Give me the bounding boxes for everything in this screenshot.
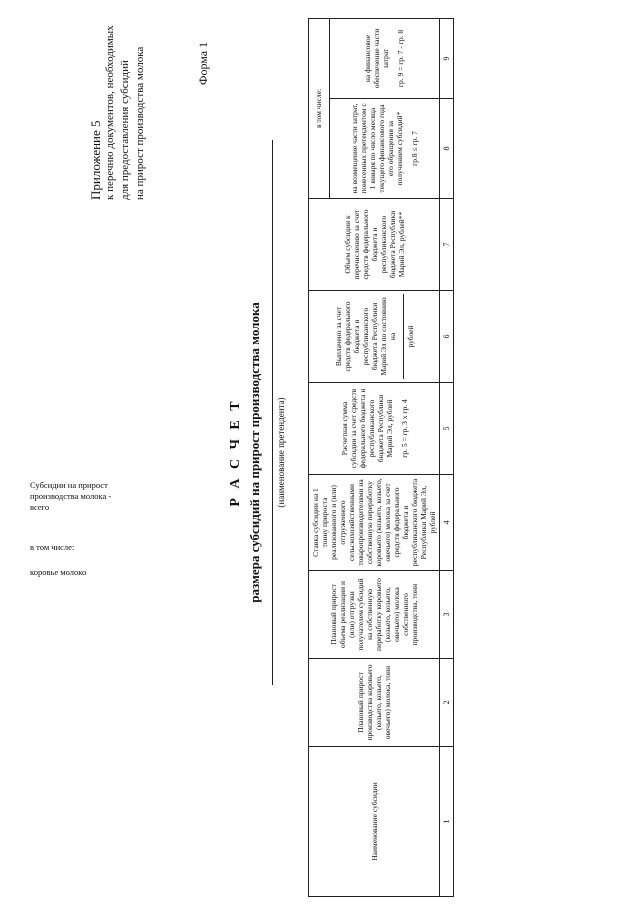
header-including: в том числе: (309, 19, 330, 199)
header-reimbursement (329, 99, 439, 199)
header-subsidy-name: Наименование субсидии (309, 747, 440, 897)
header-calculated-sum-text: Расчетная сумма субсидии за счет средств федерального бюджета и республиканского бюджета Республики Марий Эл, рублей (339, 388, 394, 469)
header-subsidy-rate: Ставка субсидии на 1 тонну прироста реализованного и (или) отгруженного сельскохозяйственными товаропроизводителями на собственную переработку коровьего (козьего, козьего, овечьего) молока за счет средств федерального бюджета и республиканского бюджета Республики Марий Эл, рублей (309, 475, 440, 571)
form-label: Форма 1 (196, 41, 210, 85)
column-number: 7 (440, 199, 454, 291)
applicant-caption: (наименование претендента) (276, 397, 286, 508)
column-number: 4 (440, 475, 454, 571)
table-header-row (309, 19, 330, 897)
column-numbers-row (440, 19, 454, 897)
header-calculated-sum-formula: гр. 5 = гр. 3 х гр. 4 (399, 399, 409, 458)
appendix-line-4: на прирост производства молока (134, 46, 146, 200)
appendix-header (88, 0, 148, 200)
applicant-name-line (272, 140, 273, 685)
column-number: 1 (440, 747, 454, 897)
column-number: 9 (440, 19, 454, 99)
header-paid-text: Выплачено за счет средств федерального бюджета и республиканского бюджета Республики Марий Эл по состоянию на (333, 297, 397, 376)
column-number: 6 (440, 291, 454, 383)
header-paid-unit: рублей (403, 294, 415, 379)
header-calculated-sum (309, 383, 440, 475)
column-number: 5 (440, 383, 454, 475)
row-label-including: в том числе: (30, 542, 75, 552)
header-financing-text: на финансовое обеспечение части затрат (363, 28, 391, 89)
calculation-table (308, 18, 454, 897)
appendix-line-2: к перечню документов, необходимых (104, 25, 116, 200)
header-reimbursement-formula: гр.8 ≤ гр. 7 (409, 131, 419, 166)
column-number: 2 (440, 659, 454, 747)
header-planned-production: Плановый прирост производства коровьего (козьего, козьего, овечьего) молока, тонн (309, 659, 440, 747)
header-transfer-volume: Объем субсидии к перечислению за счет средств федерального бюджета и республиканского бюджета Республики Марий Эл, рублей** (309, 199, 440, 291)
header-planned-sales: Плановый прирост объема реализации и (или) отгрузки получателем субсидий на собственную переработку коровьего (козьего, козьего, овечьего) молока собственного производства, тонн (309, 571, 440, 659)
column-number: 8 (440, 99, 454, 199)
document-title: Р А С Ч Е Т (228, 398, 243, 507)
row-label-cow-milk: коровье молоко (30, 567, 87, 577)
header-reimbursement-text: на возмещение части затрат, понесенных претендентом с 1 января по число месяца текущего финансового года его обращения за получением субсидий* (349, 103, 404, 194)
appendix-line-3: для предоставления субсидий (119, 60, 131, 200)
row-label-total: Субсидии на прирост производства молока - всего (30, 480, 112, 512)
appendix-number: Приложение 5 (88, 120, 103, 200)
header-financing-formula: гр. 9 = гр. 7 - гр. 8 (396, 29, 406, 88)
document-subtitle: размера субсидий на прирост производства молока (247, 302, 262, 603)
header-financing (329, 19, 439, 99)
column-number: 3 (440, 571, 454, 659)
header-paid (309, 291, 440, 383)
